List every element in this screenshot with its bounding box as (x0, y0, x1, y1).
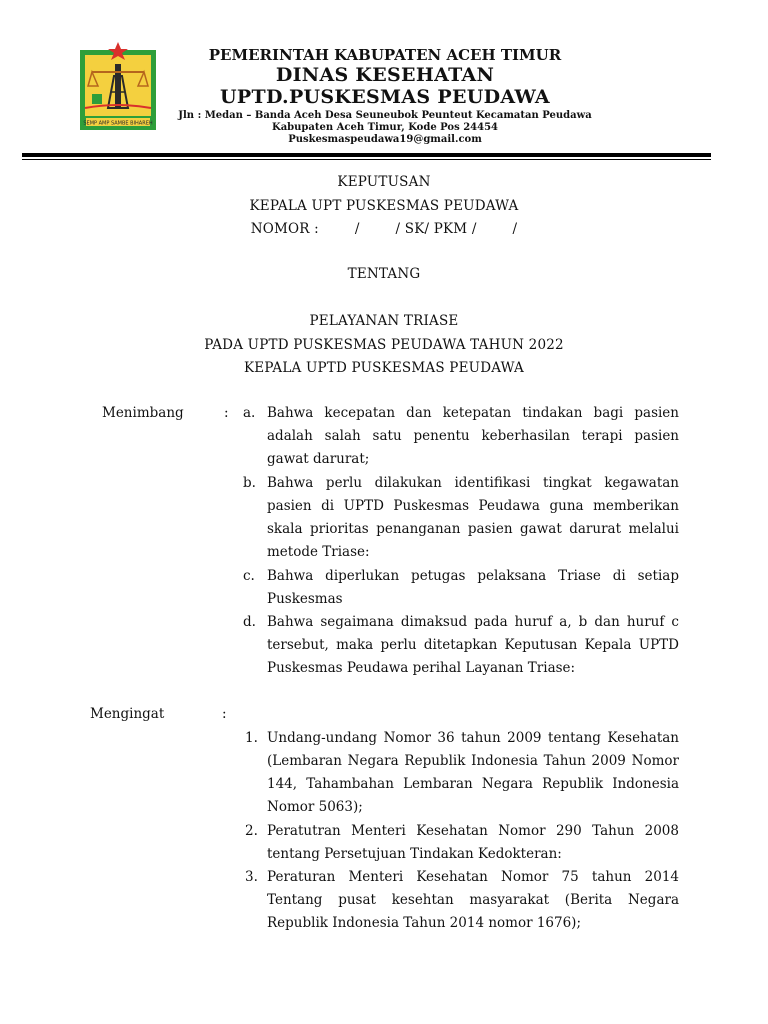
menimbang-item-a: Bahwa kecepatan dan ketepatan tindakan bagi pasien adalah salah satu penentu keberhasilan terapi pasien gawat darurat; (267, 405, 679, 467)
doc-subject-line2: PADA UPTD PUSKESMAS PEUDAWA TAHUN 2022 (204, 337, 564, 353)
menimbang-item-c: Bahwa diperlukan petugas pelaksana Triase di setiap Puskesmas (267, 568, 679, 607)
header-address: Jln : Medan – Banda Aceh Desa Seuneubok Peunteut Kecamatan Peudawa (178, 110, 592, 121)
header-unit-name: UPTD.PUSKESMAS PEUDAWA (220, 86, 550, 108)
mengingat-item-3: Peraturan Menteri Kesehatan Nomor 75 tahun 2014 Tentang pusat kesehtan masyarakat (Berita Negara Republik Indonesia Tahun 2014 nomor 1676); (267, 869, 679, 931)
menimbang-item-d: Bahwa segaimana dimaksud pada huruf a, b dan huruf c tersebut, maka perlu ditetapkan Keputusan Kepala UPTD Puskesmas Peudawa perihal Layanan Triase: (267, 614, 679, 676)
header-email: Puskesmaspeudawa19@gmail.com (288, 134, 482, 145)
menimbang-marker-d: d. (243, 614, 256, 630)
menimbang-colon: : (224, 405, 229, 421)
mengingat-marker-1: 1. (245, 730, 258, 746)
mengingat-marker-3: 3. (245, 869, 258, 885)
menimbang-marker-b: b. (243, 475, 256, 491)
doc-tentang: TENTANG (347, 266, 421, 282)
doc-subject-line3: KEPALA UPTD PUSKESMAS PEUDAWA (244, 360, 524, 376)
doc-subject-line1: PELAYANAN TRIASE (309, 313, 459, 329)
doc-number: NOMOR : / / SK/ PKM / / (250, 221, 518, 237)
menimbang-marker-c: c. (243, 568, 255, 584)
mengingat-marker-2: 2. (245, 823, 258, 839)
menimbang-marker-a: a. (243, 405, 256, 421)
mengingat-item-1: Undang-undang Nomor 36 tahun 2009 tentang Kesehatan (Lembaran Negara Republik Indonesia Tahun 2009 Nomor 144, Tahambahan Lembaran Negara Republik Indonesia Nomor 5063); (267, 730, 679, 815)
doc-type-title: KEPUTUSAN (337, 174, 431, 190)
mengingat-colon: : (222, 706, 227, 722)
header-agency-name: DINAS KESEHATAN (275, 64, 495, 86)
mengingat-label: Mengingat (90, 706, 165, 722)
header-divider-thick (22, 153, 711, 157)
mengingat-item-2: Peratutran Menteri Kesehatan Nomor 290 Tahun 2008 tentang Persetujuan Tindakan Kedokteran: (267, 823, 679, 862)
header-divider-thin (22, 159, 711, 160)
header-regency-postcode: Kabupaten Aceh Timur, Kode Pos 24454 (272, 122, 498, 133)
doc-issuer: KEPALA UPT PUSKESMAS PEUDAWA (249, 198, 519, 214)
logo-ribbon-text: SEMP AMP SAMBE BIHAREH (83, 120, 153, 127)
header-government-name: PEMERINTAH KABUPATEN ACEH TIMUR (208, 46, 562, 64)
menimbang-item-b: Bahwa perlu dilakukan identifikasi tingkat kegawatan pasien di UPTD Puskesmas Peudawa guna memberikan skala prioritas penanganan pasien gawat darurat melalui metode Triase: (267, 475, 679, 560)
menimbang-label: Menimbang (102, 405, 184, 421)
